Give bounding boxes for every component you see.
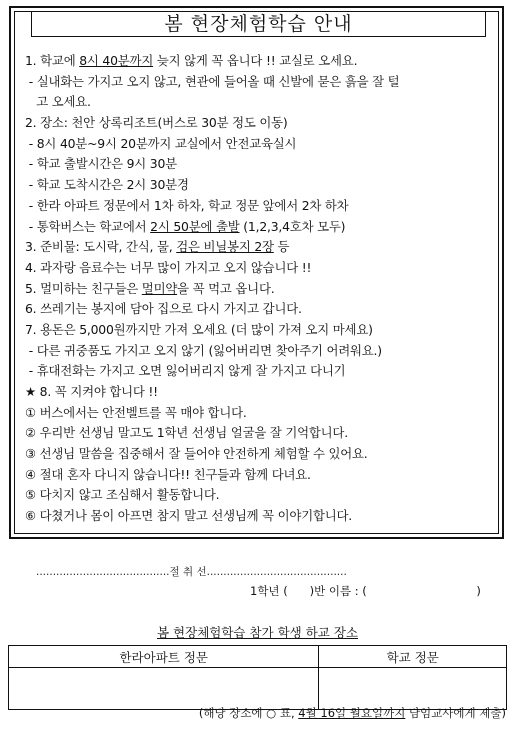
table-header-row bbox=[9, 646, 507, 668]
line-text: ② 우리반 선생님 말고도 1학년 선생님 얼굴을 잘 기억합니다. bbox=[25, 425, 348, 441]
line-emphasis: 검은 비닐봉지 2장 bbox=[176, 239, 274, 255]
line-text: - 다른 귀중품도 가지고 오지 않기 (잃어버리면 찾아주기 어려워요.) bbox=[25, 342, 382, 358]
line-text: 5. 멀미하는 친구들은 bbox=[25, 280, 142, 296]
cell-halla-apartment[interactable] bbox=[9, 668, 319, 710]
form-title bbox=[0, 623, 515, 641]
notice-line bbox=[25, 279, 500, 300]
line-text: ⑤ 다치지 않고 조심해서 활동합니다. bbox=[25, 487, 220, 503]
submission-note bbox=[199, 705, 506, 721]
notice-line bbox=[25, 423, 500, 444]
line-text: - 학교 도착시간은 2시 30분경 bbox=[25, 177, 189, 193]
line-text: - 실내화는 가지고 오지 않고, 현관에 들어올 때 신발에 묻은 흙을 잘 털 bbox=[25, 73, 400, 89]
line-text-tail: (1,2,3,4호차 모두) bbox=[239, 218, 346, 234]
note-post: 담임교사에게 제출) bbox=[405, 706, 506, 720]
line-text: ③ 선생님 말씀을 집중해서 잘 들어야 안전하게 체험할 수 있어요. bbox=[25, 446, 368, 462]
notice-title: 봄 현장체험학습 안내 bbox=[31, 11, 486, 37]
line-text: ⑥ 다쳤거나 몸이 아프면 참지 말고 선생님께 꼭 이야기합니다. bbox=[25, 508, 353, 524]
notice-line bbox=[25, 217, 500, 238]
line-text: 7. 용돈은 5,000원까지만 가져 오세요 (더 많이 가져 오지 마세요) bbox=[25, 321, 373, 337]
notice-line bbox=[25, 299, 500, 320]
note-pre: (해당 장소에 ○ 표, bbox=[198, 706, 299, 720]
form-title-text: 봄 현장체험학습 참가 학생 하교 장소 bbox=[157, 625, 358, 640]
line-text: 2. 장소: 천안 상록리조트(버스로 30분 정도 이동) bbox=[25, 115, 288, 131]
notice-line bbox=[25, 320, 500, 341]
notice-line bbox=[25, 361, 500, 382]
line-text-tail: 늦지 않게 꼭 옵니다 !! 교실로 오세요. bbox=[153, 53, 358, 68]
notice-line bbox=[25, 113, 500, 134]
line-text: 6. 쓰레기는 봉지에 담아 집으로 다시 가지고 갑니다. bbox=[25, 301, 302, 317]
notice-line bbox=[25, 237, 500, 258]
notice-line bbox=[25, 258, 500, 279]
dismissal-location-table bbox=[8, 645, 507, 710]
line-text-tail: 을 꼭 먹고 옵니다. bbox=[177, 280, 275, 296]
notice-line bbox=[25, 51, 500, 72]
line-text: 1. 학교에 bbox=[25, 53, 80, 68]
line-text: - 휴대전화는 가지고 오면 잃어버리지 않게 잘 가지고 다니기 bbox=[25, 363, 346, 379]
line-text: - 한라 아파트 정문에서 1차 하차, 학교 정문 앞에서 2차 하차 bbox=[25, 197, 349, 213]
notice-line bbox=[25, 382, 500, 403]
class-name-line: 1학년 ( )반 이름 : ( ) bbox=[250, 584, 481, 598]
notice-line bbox=[25, 92, 500, 113]
line-text: 4. 과자랑 음료수는 너무 많이 가지고 오지 않습니다 !! bbox=[25, 259, 312, 275]
cut-line: ........................................절 취 선.......................................... bbox=[36, 566, 347, 578]
note-deadline: 4월 16일 월요일까지 bbox=[298, 706, 406, 720]
notice-line bbox=[25, 485, 500, 506]
line-text: - 통학버스는 학교에서 bbox=[25, 218, 151, 234]
notice-line bbox=[25, 134, 500, 155]
notice-frame bbox=[9, 6, 504, 539]
notice-line bbox=[25, 403, 500, 424]
notice-line bbox=[25, 175, 500, 196]
line-text: 고 오세요. bbox=[25, 94, 91, 110]
notice-line bbox=[25, 154, 500, 175]
notice-line bbox=[25, 444, 500, 465]
line-text: ★ 8. 꼭 지켜야 합니다 !! bbox=[25, 384, 158, 399]
line-text: - 학교 출발시간은 9시 30분 bbox=[25, 156, 177, 172]
notice-body bbox=[25, 51, 500, 527]
header-halla-apartment: 한라아파트 정문 bbox=[9, 646, 319, 668]
line-text: ④ 절대 혼자 다니지 않습니다!! 친구들과 함께 다녀요. bbox=[25, 466, 311, 482]
line-text: - 8시 40분~9시 20분까지 교실에서 안전교육실시 bbox=[25, 135, 297, 151]
notice-line bbox=[25, 506, 500, 527]
line-emphasis: 멀미약 bbox=[141, 280, 178, 296]
table-answer-row bbox=[9, 668, 507, 710]
notice-line bbox=[25, 341, 500, 362]
notice-line bbox=[25, 72, 500, 93]
notice-line bbox=[25, 465, 500, 486]
line-text-tail: 등 bbox=[273, 239, 290, 255]
notice-line bbox=[25, 196, 500, 217]
line-emphasis: 2시 50분에 출발 bbox=[150, 218, 240, 234]
line-text: 3. 준비물: 도시락, 간식, 물, bbox=[25, 239, 177, 255]
line-text: ① 버스에서는 안전벨트를 꼭 매야 합니다. bbox=[25, 404, 247, 420]
cell-school-gate[interactable] bbox=[319, 668, 507, 710]
header-school-gate: 학교 정문 bbox=[319, 646, 507, 668]
line-emphasis: 8시 40분까지 bbox=[79, 53, 154, 68]
